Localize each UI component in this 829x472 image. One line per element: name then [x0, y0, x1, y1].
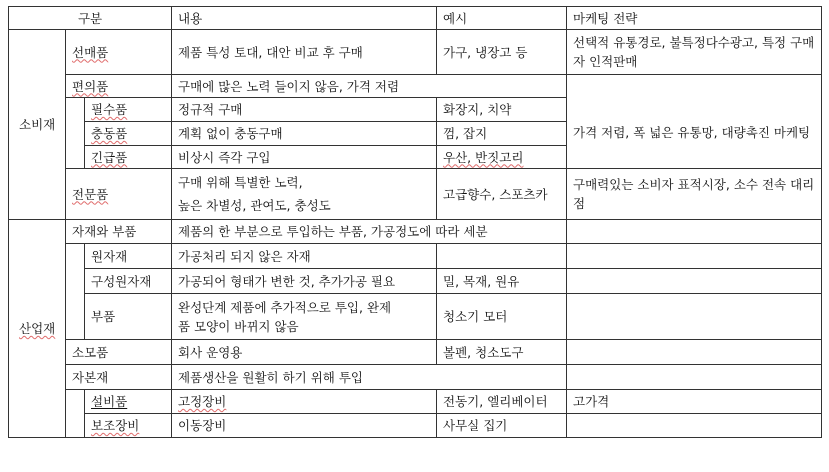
table-header-row — [9, 7, 822, 30]
specialty-goods-name: 전문품 — [72, 186, 109, 202]
convenience-goods-strategy: 가격 저렴, 폭 넓은 유통망, 대량촉진 마케팅 — [567, 98, 822, 169]
table-row — [9, 244, 822, 269]
specialty-goods-content-line2: 높은 차별성, 관여도, 충성도 — [178, 198, 331, 213]
parts-content-line2: 품 모양이 바뀌지 않음 — [178, 318, 299, 334]
component-materials-name: 구성원자재 — [85, 269, 172, 294]
staple-goods-example: 화장지, 치약 — [437, 98, 567, 122]
consumer-goods-label: 소비재 — [9, 30, 66, 220]
installations-strategy: 고가격 — [567, 390, 822, 414]
table-row — [9, 98, 822, 122]
installations-example: 전동기, 엘리베이터 — [437, 390, 567, 414]
product-classification-table — [8, 6, 822, 438]
shopping-goods-name: 선매품 — [72, 44, 109, 60]
header-example: 예시 — [437, 7, 567, 30]
component-materials-example: 밀, 목재, 원유 — [437, 269, 567, 294]
supplies-example: 볼펜, 청소도구 — [437, 340, 567, 365]
header-category: 구분 — [9, 7, 172, 30]
parts-name: 부품 — [85, 294, 172, 340]
specialty-goods-strategy: 구매력있는 소비자 표적시장, 소수 전속 대리점 — [567, 169, 822, 220]
table-row — [9, 390, 822, 414]
capital-goods-name: 자본재 — [66, 365, 172, 390]
materials-parts-content: 제품의 한 부분으로 투입하는 부품, 가공정도에 따라 세분 — [172, 220, 567, 244]
table-row — [9, 169, 822, 220]
convenience-goods-name: 편의품 — [72, 78, 109, 94]
raw-materials-name: 원자재 — [85, 244, 172, 269]
capital-goods-content: 제품생산을 원활히 하기 위해 투입 — [172, 365, 567, 390]
supplies-content: 회사 운영용 — [172, 340, 437, 365]
impulse-goods-example: 껌, 잡지 — [437, 122, 567, 146]
emergency-goods-content: 비상시 즉각 구입 — [172, 146, 437, 169]
staple-goods-name: 필수품 — [91, 102, 128, 117]
table-row — [9, 220, 822, 244]
emergency-goods-example: 우산, 반짓고리 — [443, 149, 524, 165]
industrial-goods-label: 산업재 — [19, 321, 56, 336]
table-row — [9, 365, 822, 390]
parts-example: 청소기 모터 — [437, 294, 567, 340]
installations-name: 설비품 — [91, 394, 128, 409]
table-row — [9, 340, 822, 365]
staple-goods-content: 정규적 구매 — [172, 98, 437, 122]
table-row — [9, 294, 822, 340]
accessory-equipment-content: 이동장비 — [172, 414, 437, 438]
raw-materials-content: 가공처리 되지 않은 자재 — [172, 244, 437, 269]
supplies-name: 소모품 — [66, 340, 172, 365]
shopping-goods-strategy: 선택적 유통경로, 불특정다수광고, 특정 구매자 인적판매 — [567, 30, 822, 75]
impulse-goods-content: 계획 없이 충동구매 — [172, 122, 437, 146]
convenience-goods-content: 구매에 많은 노력 들이지 않음, 가격 저렴 — [172, 75, 567, 98]
accessory-equipment-name: 보조장비 — [91, 418, 140, 433]
shopping-goods-content: 제품 특성 토대, 대안 비교 후 구매 — [172, 30, 437, 75]
accessory-equipment-example: 사무실 집기 — [437, 414, 567, 438]
specialty-goods-content-line1: 구매 위해 특별한 노력, — [178, 175, 303, 190]
emergency-goods-name: 긴급품 — [91, 149, 128, 165]
table-row — [9, 30, 822, 75]
impulse-goods-name: 충동품 — [91, 126, 128, 141]
installations-content: 고정장비 — [178, 394, 227, 409]
specialty-goods-example: 고급향수, 스포츠카 — [437, 169, 567, 220]
component-materials-content: 가공되어 형태가 변한 것, 추가가공 필요 — [172, 269, 437, 294]
table-row — [9, 75, 822, 98]
raw-materials-example — [437, 244, 567, 269]
header-content: 내용 — [172, 7, 437, 30]
header-strategy: 마케팅 전략 — [567, 7, 822, 30]
parts-content-line1: 완성단계 제품에 추가적으로 투입, 완제 — [178, 299, 392, 315]
table-row — [9, 269, 822, 294]
table-row — [9, 414, 822, 438]
shopping-goods-example: 가구, 냉장고 등 — [437, 30, 567, 75]
materials-parts-name: 자재와 부품 — [66, 220, 172, 244]
